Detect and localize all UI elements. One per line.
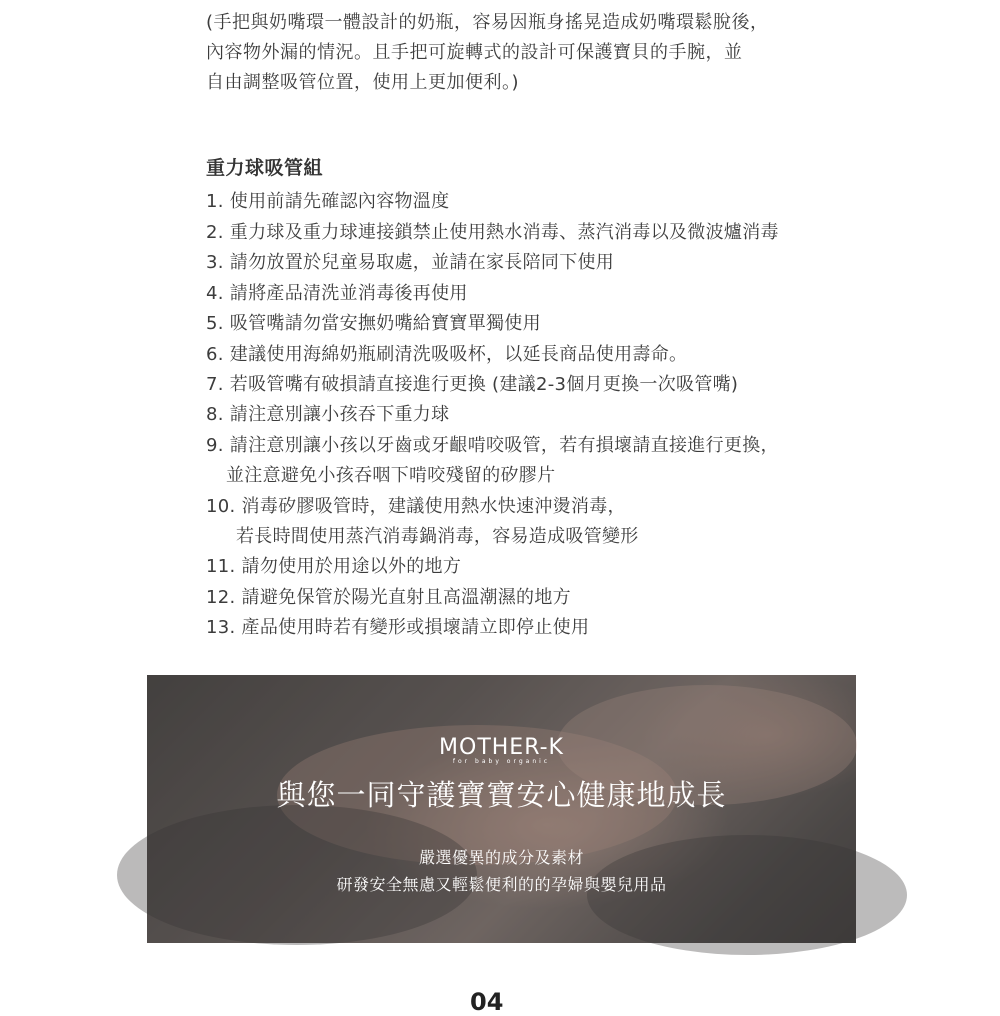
rule-item-11: 11. 請勿使用於用途以外的地方 <box>206 556 462 577</box>
rule-item-13: 13. 產品使用時若有變形或損壞請立即停止使用 <box>206 617 590 638</box>
banner-subtitle-1: 嚴選優異的成分及素材 <box>418 848 584 867</box>
brand-logo: MOTHER-K <box>439 735 564 760</box>
rule-item-7: 7. 若吸管嘴有破損請直接進行更換 (建議2-3個月更換一次吸管嘴) <box>206 374 739 395</box>
intro-line-1: (手把與奶嘴環一體設計的奶瓶，容易因瓶身搖晃造成奶嘴環鬆脫後， <box>206 12 769 33</box>
rule-item-2: 2. 重力球及重力球連接鎖禁止使用熱水消毒、蒸汽消毒以及微波爐消毒 <box>206 222 779 243</box>
rule-item-6: 6. 建議使用海綿奶瓶刷清洗吸吸杯，以延長商品使用壽命。 <box>206 344 688 365</box>
banner-headline: 與您一同守護寶寶安心健康地成長 <box>276 778 727 812</box>
rule-item-10-continued: 若長時間使用蒸汽消毒鍋消毒，容易造成吸管變形 <box>236 526 639 547</box>
brand-banner <box>147 675 856 943</box>
banner-subtitle-2: 研發安全無慮又輕鬆便利的的孕婦與嬰兒用品 <box>336 875 667 894</box>
page-number: 04 <box>470 988 504 1016</box>
rule-item-3: 3. 請勿放置於兒童易取處，並請在家長陪同下使用 <box>206 252 615 273</box>
rule-item-10: 10. 消毒矽膠吸管時，建議使用熱水快速沖燙消毒， <box>206 496 626 517</box>
rule-item-9-continued: 並注意避免小孩吞咽下啃咬殘留的矽膠片 <box>226 465 556 486</box>
rule-item-1: 1. 使用前請先確認內容物溫度 <box>206 191 450 212</box>
rule-item-12: 12. 請避免保管於陽光直射且高溫潮濕的地方 <box>206 587 571 608</box>
brand-logo-tagline: for baby organic <box>452 758 551 765</box>
intro-line-3: 自由調整吸管位置，使用上更加便利。) <box>206 72 520 93</box>
rule-item-5: 5. 吸管嘴請勿當安撫奶嘴給寶寶單獨使用 <box>206 313 541 334</box>
rule-item-4: 4. 請將產品清洗並消毒後再使用 <box>206 283 468 304</box>
rule-item-9: 9. 請注意別讓小孩以牙齒或牙齦啃咬吸管，若有損壞請直接進行更換， <box>206 435 779 456</box>
intro-line-2: 內容物外漏的情況。且手把可旋轉式的設計可保護寶貝的手腕，並 <box>206 42 743 63</box>
rule-item-8: 8. 請注意別讓小孩吞下重力球 <box>206 404 450 425</box>
section-heading: 重力球吸管組 <box>206 157 324 179</box>
